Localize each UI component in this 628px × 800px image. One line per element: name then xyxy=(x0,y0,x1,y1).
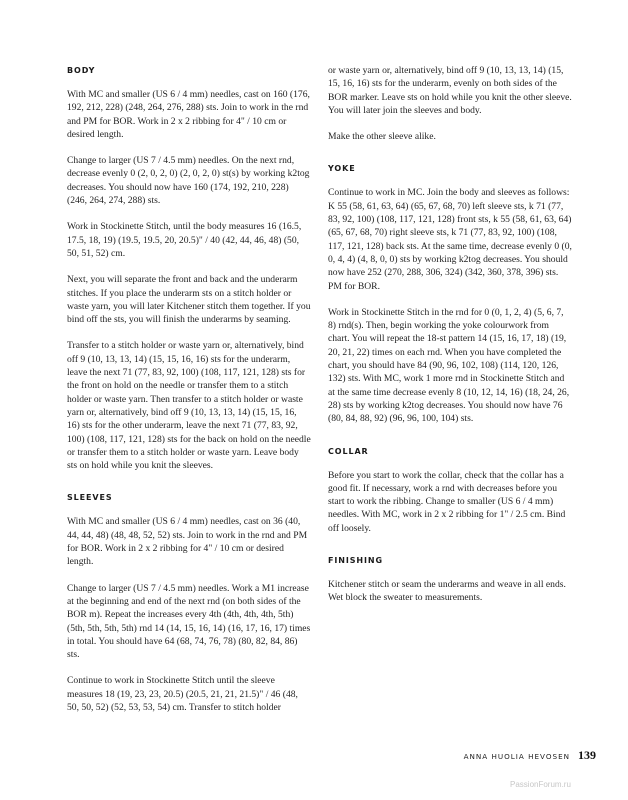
finishing-paragraph-1: Kitchener stitch or seam the underarms and weave in all ends. Wet block the sweater to measurements. xyxy=(328,579,566,604)
section-heading-body: BODY xyxy=(67,66,96,75)
yoke-paragraph-2: Work in Stockinette Stitch in the rnd for 0 (0, 1, 2, 4) (5, 6, 7, 8) rnd(s). Then, begin working the yoke colourwork from chart. You will repeat the 18-st pattern 14 (15, 16, 17, 18) (19, 20, 21, 22) times on each rnd. When you have completed the chart, you should have 84 (90, 96, 102, 108) (114, 120, 126, 132) sts. With MC, work 1 more rnd in Stockinette Stitch and at the same time decrease evenly 8 (10, 12, 14, 16) (18, 24, 26, 28) sts by working k2tog decreases. You should now have 76 (80, 84, 88, 92) (96, 96, 100, 104) sts. xyxy=(328,306,570,425)
sleeves-paragraph-1: With MC and smaller (US 6 / 4 mm) needles, cast on 36 (40, 44, 44, 48) (48, 48, 52, 52) sts. Join to work in the rnd and PM for BOR. Work in 2 x 2 ribbing for 4" / 10 cm or desired length. xyxy=(67,516,308,568)
body-paragraph-4: Next, you will separate the front and back and the underarm stitches. If you place the underarm sts on a stitch holder or waste yarn, you will later Kitchener stitch them together. If you bind off the sts, you will finish the underarms by seaming. xyxy=(67,274,311,326)
body-paragraph-2: Change to larger (US 7 / 4.5 mm) needles. On the next rnd, decrease evenly 0 (2, 0, 2, 0) (2, 0, 2, 0) st(s) by working k2tog decreases. You should now have 160 (174, 192, 210, 228) (246, 264, 274, 288) sts. xyxy=(67,155,310,207)
page-number: 139 xyxy=(578,748,596,762)
section-heading-yoke: YOKE xyxy=(328,164,356,174)
right-column xyxy=(328,64,572,618)
body-paragraph-5: Transfer to a stitch holder or waste yarn or, alternatively, bind off 9 (10, 13, 13, 14) (15, 15, 16, 16) sts for the underarm, leave the next 71 (77, 83, 92, 100) (108, 117, 121, 128) sts for the front on hold on the needle or transfer them to a stitch holder or waste yarn. Then transfer to a stitch holder or waste yarn or, alternatively, bind off 9 (10, 13, 13, 14) (15, 15, 16, 16) sts for the other underarm, leave the next 71 (77, 83, 92, 100) (108, 117, 121, 128) sts for the back on hold on the needle or transfer them to a stitch holder or waste yarn. Leave body sts on hold while you knit the sleeves. xyxy=(67,340,311,472)
footer-author: ANNA HUOLIA HEVOSEN xyxy=(463,752,570,761)
page-footer xyxy=(464,748,596,763)
body-paragraph-1: With MC and smaller (US 6 / 4 mm) needles, cast on 160 (176, 192, 212, 228) (248, 264, 276, 288) sts. Join to work in the rnd and PM for BOR. Work in 2 x 2 ribbing for 4" / 10 cm or desired length. xyxy=(67,89,310,140)
section-heading-sleeves: SLEEVES xyxy=(67,493,113,503)
left-column xyxy=(67,66,311,727)
sleeves-paragraph-3: Continue to work in Stockinette Stitch until the sleeve measures 18 (19, 23, 23, 20.5) (20.5, 21, 21, 21.5)" / 46 (48, 50, 50, 52) (52, 53, 53, 54) cm. Transfer to stitch holder xyxy=(67,675,298,713)
section-heading-finishing: FINISHING xyxy=(328,556,383,566)
body-paragraph-3: Work in Stockinette Stitch, until the body measures 16 (16.5, 17.5, 18, 19) (19.5, 19.5, 20, 20.5)" / 40 (42, 44, 46, 48) (50, 50, 51, 52) cm. xyxy=(67,221,302,259)
collar-paragraph-1: Before you start to work the collar, check that the collar has a good fit. If necessary, work a rnd with decreases before you start to work the ribbing. Change to smaller (US 6 / 4 mm) needles. With MC, work in 2 x 2 ribbing for 1" / 2.5 cm. Bind off loosely. xyxy=(328,469,566,534)
yoke-paragraph-1: Continue to work in MC. Join the body and sleeves as follows: K 55 (58, 61, 63, 64) (65, 67, 68, 70) left sleeve sts, k 71 (77, 83, 92, 100) (108, 117, 121, 128) front sts, k 55 (58, 61, 63, 64) (65, 67, 68, 70) right sleeve sts, k 71 (77, 83, 92, 100) (108, 117, 121, 128) back sts. At the same time, decrease evenly 0 (0, 0, 4, 4) (4, 8, 0, 0) sts by working k2tog decreases. You should now have 252 (270, 288, 306, 324) (342, 360, 378, 396) sts. PM for BOR. xyxy=(328,187,572,292)
watermark: PassionForum.ru xyxy=(510,780,571,789)
sleeves-paragraph-4: Make the other sleeve alike. xyxy=(328,131,436,143)
sleeves-paragraph-2: Change to larger (US 7 / 4.5 mm) needles. Work a M1 increase at the beginning and end of the next rnd (on both sides of the BOR m). Repeat the increases every 4th (4th, 4th, 4th, 5th) (5th, 5th, 5th, 5th) rnd 14 (14, 15, 16, 14) (16, 17, 16, 17) times in total. You should have 64 (68, 74, 76, 78) (80, 82, 84, 86) sts. xyxy=(67,582,311,661)
section-heading-collar: COLLAR xyxy=(328,446,369,456)
sleeves-paragraph-3-continued: or waste yarn or, alternatively, bind off 9 (10, 13, 13, 14) (15, 15, 16, 16) sts for the underarm, evenly on both sides of the BOR marker. Leave sts on hold while you knit the other sleeve. You will later join the sleeves and body. xyxy=(328,65,572,116)
